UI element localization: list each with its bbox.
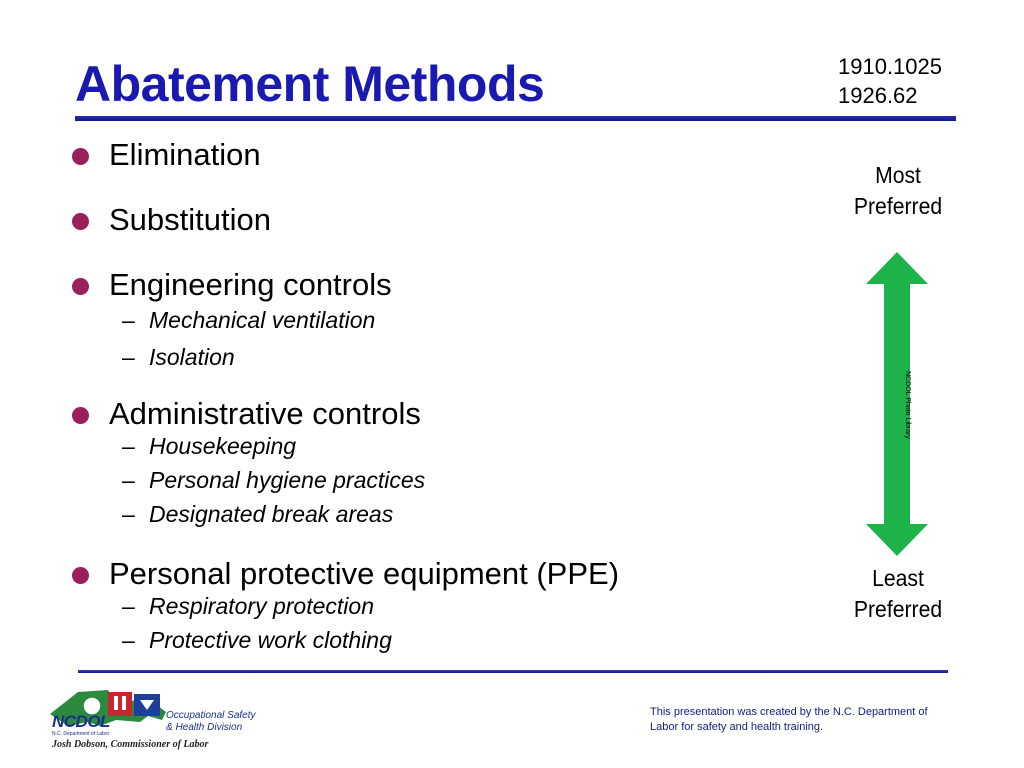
logo-wordmark: NCDOL [52,712,110,731]
dash-marker: – [122,307,135,333]
least-preferred-label [834,563,963,625]
dash-marker: – [122,433,135,459]
dash-marker: – [122,467,135,493]
sub-item [122,467,425,494]
sub-item-label: Respiratory protection [149,593,374,619]
bullet-icon [72,213,89,230]
standard-ref-construction: 1926.62 [838,83,918,108]
most-label: Most [875,162,921,188]
sub-item-label: Housekeeping [149,433,297,459]
bullet-icon [72,278,89,295]
sub-item-label: Personal hygiene practices [149,467,426,493]
dash-marker: – [122,501,135,527]
footer-divider [78,670,948,673]
method-label: Personal protective equipment (PPE) [109,556,620,591]
standard-ref-general-industry: 1910.1025 [838,54,942,79]
photo-library-caption: NCDOL Photo Library [904,371,911,439]
dash-marker: – [122,627,135,653]
preferred-label-top: Preferred [853,193,943,219]
bullet-icon [72,148,89,165]
bullet-icon [72,407,89,424]
sub-item-label: Isolation [149,344,235,370]
sub-item [122,307,375,334]
presentation-credit: This presentation was created by the N.C. Department of Labor for safety and health training. [650,706,928,733]
preferred-label-bottom: Preferred [853,596,943,622]
method-label: Substitution [109,202,271,237]
title-divider [75,116,956,121]
sub-item [122,344,235,371]
sub-item-label: Designated break areas [149,501,394,527]
least-label: Least [872,565,924,591]
dash-marker: – [122,593,135,619]
sub-item [122,593,374,620]
commissioner-signature: Josh Dobson, Commissioner of Labor [52,739,209,750]
sub-item [122,627,392,654]
standard-references [838,52,942,110]
division-name-line1: Occupational Safety [166,710,256,721]
most-preferred-label [834,160,963,222]
dash-marker: – [122,344,135,370]
bullet-icon [72,567,89,584]
double-arrow-icon [866,252,928,556]
method-label: Elimination [109,137,261,172]
sub-item [122,501,393,528]
slide-title: Abatement Methods [75,56,545,112]
sub-item-label: Mechanical ventilation [149,307,376,333]
method-label: Administrative controls [109,396,421,431]
division-name-line2: & Health Division [166,722,243,733]
logo-subtitle: N.C. Department of Labor [52,731,110,737]
sub-item-label: Protective work clothing [149,627,392,653]
method-label: Engineering controls [109,267,392,302]
sub-item [122,433,296,460]
